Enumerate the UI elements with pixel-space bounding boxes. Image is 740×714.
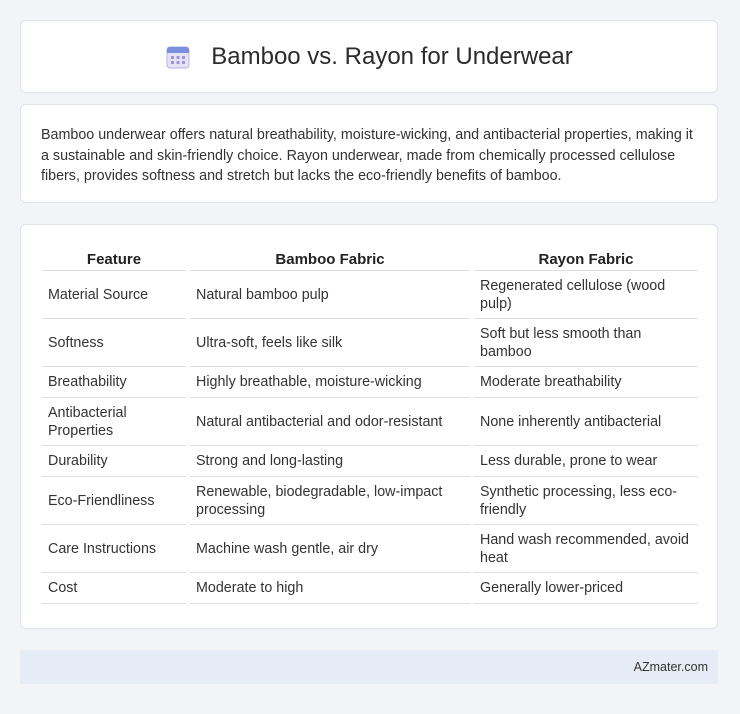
bamboo-cell: Renewable, biodegradable, low-impact processing	[190, 477, 470, 525]
table-row	[42, 446, 698, 477]
bamboo-cell: Ultra-soft, feels like silk	[190, 319, 470, 367]
header-bamboo: Bamboo Fabric	[190, 245, 470, 271]
intro-card	[20, 104, 718, 203]
table-row	[42, 477, 698, 525]
table-row	[42, 319, 698, 367]
feature-cell: Eco-Friendliness	[42, 477, 186, 525]
header-feature: Feature	[42, 245, 186, 271]
rayon-cell: None inherently antibacterial	[474, 398, 698, 446]
feature-cell: Breathability	[42, 367, 186, 398]
bamboo-cell: Moderate to high	[190, 573, 470, 604]
rayon-cell: Hand wash recommended, avoid heat	[474, 525, 698, 573]
bamboo-cell: Natural bamboo pulp	[190, 271, 470, 319]
title-card	[20, 20, 718, 93]
footer-brand: AZmater.com	[633, 660, 708, 674]
feature-cell: Material Source	[42, 271, 186, 319]
footer	[20, 650, 718, 684]
rayon-cell: Less durable, prone to wear	[474, 446, 698, 477]
bamboo-cell: Natural antibacterial and odor-resistant	[190, 398, 470, 446]
rayon-cell: Generally lower-priced	[474, 573, 698, 604]
rayon-cell: Regenerated cellulose (wood pulp)	[474, 271, 698, 319]
table-row	[42, 573, 698, 604]
table-header-row	[42, 245, 698, 271]
rayon-cell: Soft but less smooth than bamboo	[474, 319, 698, 367]
feature-cell: Cost	[42, 573, 186, 604]
bamboo-cell: Strong and long-lasting	[190, 446, 470, 477]
intro-text: Bamboo underwear offers natural breathability, moisture-wicking, and antibacterial properties, making it a sustainable and skin-friendly choice. Rayon underwear, made from chemically processed cellulose fibers, provides softness and stretch but lacks the eco-friendly benefits of bamboo.	[41, 127, 693, 185]
calendar-icon	[165, 44, 191, 70]
feature-cell: Antibacterial Properties	[42, 398, 186, 446]
table-row	[42, 525, 698, 573]
bamboo-cell: Machine wash gentle, air dry	[190, 525, 470, 573]
page-title: Bamboo vs. Rayon for Underwear	[211, 42, 573, 70]
header-rayon: Rayon Fabric	[474, 245, 698, 271]
table-row	[42, 271, 698, 319]
bamboo-cell: Highly breathable, moisture-wicking	[190, 367, 470, 398]
feature-cell: Softness	[42, 319, 186, 367]
comparison-table	[38, 245, 702, 604]
comparison-card	[20, 224, 718, 629]
table-row	[42, 367, 698, 398]
feature-cell: Care Instructions	[42, 525, 186, 573]
rayon-cell: Moderate breathability	[474, 367, 698, 398]
rayon-cell: Synthetic processing, less eco-friendly	[474, 477, 698, 525]
feature-cell: Durability	[42, 446, 186, 477]
table-row	[42, 398, 698, 446]
